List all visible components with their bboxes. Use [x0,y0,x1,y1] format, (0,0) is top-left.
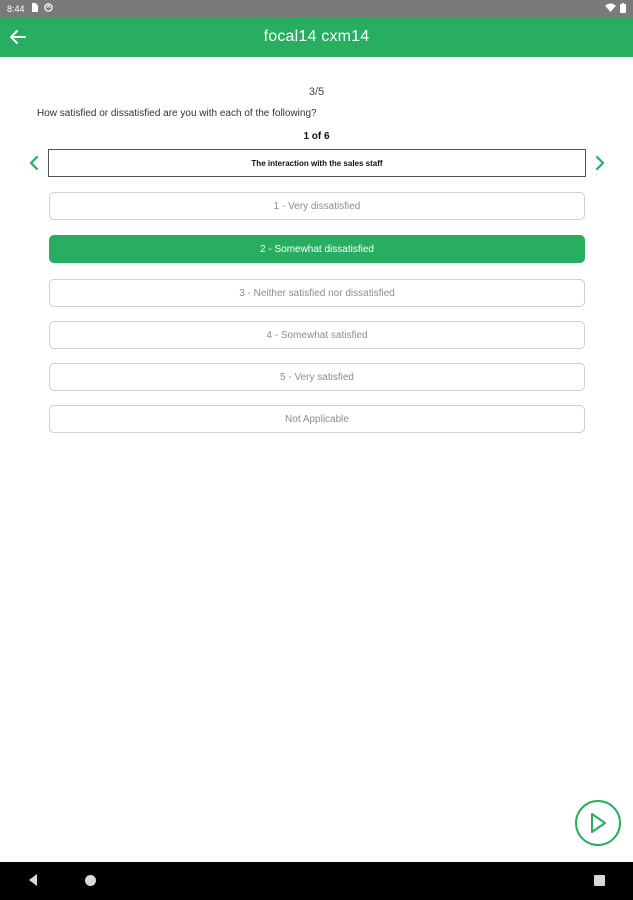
app-title: focal14 cxm14 [263,28,370,45]
system-back-button[interactable] [27,873,39,892]
triangle-back-icon [27,873,39,887]
option-label: 2 - Somewhat dissatisfied [260,243,374,255]
status-right [605,3,626,15]
status-left [7,3,53,14]
status-time: 8:44 [7,3,25,14]
option-label: Not Applicable [285,413,349,425]
question-text: How satisfied or dissatisfied are you with each of the following? [37,108,317,119]
next-page-button[interactable] [575,800,621,846]
item-counter: 1 of 6 [303,131,330,142]
wifi-icon [605,3,616,14]
play-icon [588,812,608,834]
option-very-satisfied[interactable] [49,363,585,391]
option-label: 1 - Very dissatisfied [273,200,361,212]
previous-item-button[interactable] [24,152,44,174]
next-item-button[interactable] [590,152,610,174]
option-label: 5 - Very satisfied [280,371,354,383]
system-home-button[interactable] [85,875,96,886]
option-somewhat-dissatisfied[interactable] [49,235,585,263]
chevron-left-icon [28,155,40,171]
option-not-applicable[interactable] [49,405,585,433]
sim-card-icon [31,3,38,14]
back-button[interactable] [8,27,28,47]
option-label: 3 - Neither satisfied nor dissatisfied [239,287,395,299]
chevron-right-icon [594,155,606,171]
back-arrow-icon [8,27,28,47]
item-label-box [48,149,586,177]
survey-progress: 3/5 [308,86,325,98]
system-recents-button[interactable] [594,875,605,886]
option-neither[interactable] [49,279,585,307]
option-very-dissatisfied[interactable] [49,192,585,220]
sync-icon [44,3,53,14]
item-label: The interaction with the sales staff [251,158,383,168]
status-bar [0,0,633,17]
battery-icon [620,3,626,15]
app-bar [0,17,633,57]
option-label: 4 - Somewhat satisfied [266,329,368,341]
option-somewhat-satisfied[interactable] [49,321,585,349]
